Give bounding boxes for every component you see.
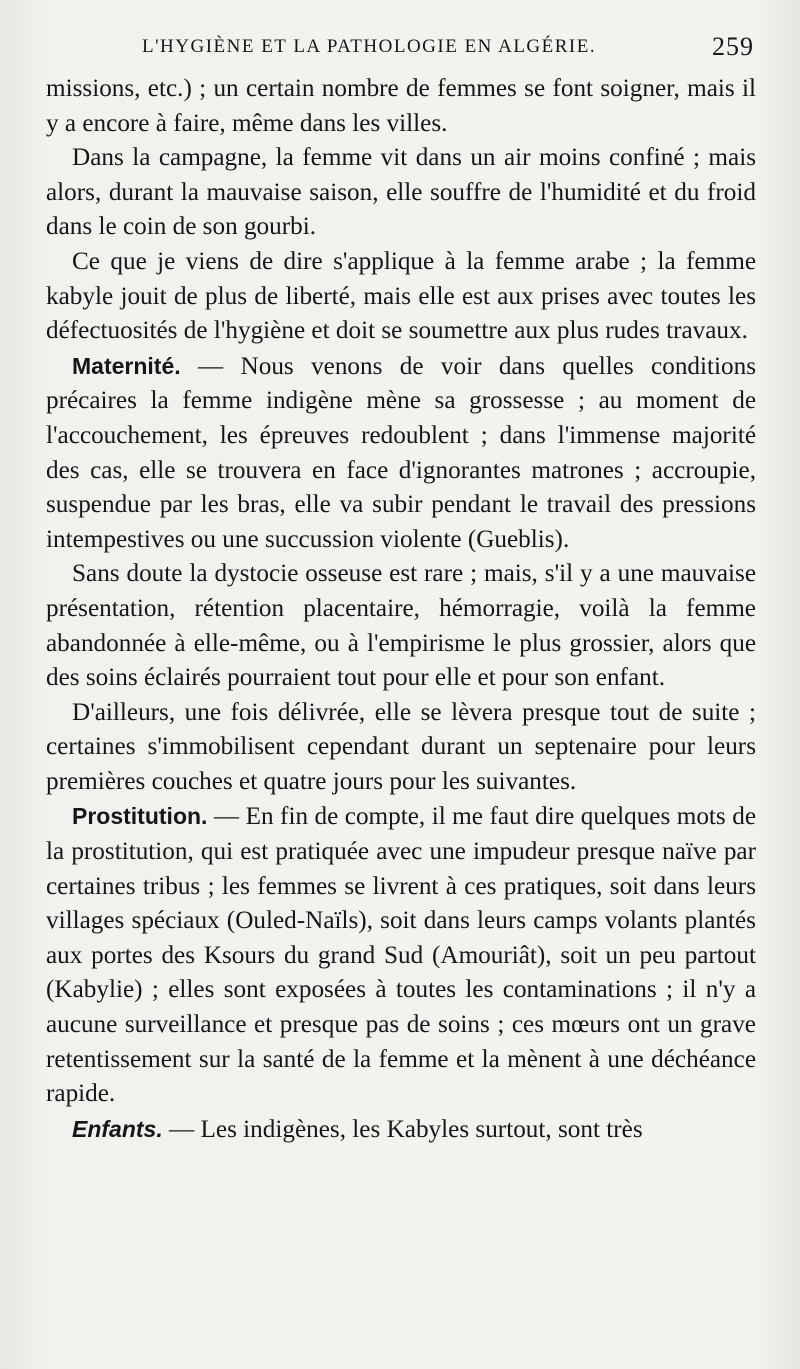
page-number: 259	[712, 32, 754, 61]
paragraph-text: Dans la campagne, la femme vit dans un air moins confiné ; mais alors, durant la mauvaise saison, elle souffre de l'humidité et du froid dans le coin de son gourbi.	[46, 144, 756, 241]
running-head	[46, 0, 756, 72]
section-heading-prostitution: Prostitution.	[72, 803, 208, 830]
paragraph-text: Sans doute la dystocie osseuse est rare ; mais, s'il y a une mauvaise présentation, rétention placentaire, hémorragie, voilà la femme abandonnée à elle-même, ou à l'empirisme le plus grossier, alors que des soins éclairés pourraient tout pour elle et pour son enfant.	[46, 560, 756, 692]
body-text	[46, 72, 756, 1147]
paragraph-text: D'ailleurs, une fois délivrée, elle se lèvera presque tout de suite ; certaines s'immobilisent cependant durant un septenaire pour leurs premières couches et quatre jours pour les suivantes.	[46, 698, 756, 795]
paragraph-campagne	[46, 141, 756, 245]
paragraph-delivree	[46, 696, 756, 800]
paragraph-text: — En fin de compte, il me faut dire quelques mots de la prostitution, qui est pratiquée avec une impudeur presque naïve par certaines tribus ; les femmes se livrent à ces pratiques, soit dans leurs villages spéciaux (Ouled-Naïls), soit dans leurs camps volants plantés aux portes des Ksours du grand Sud (Amouriât), soit un peu partout (Kabylie) ; elles sont exposées à toutes les contaminations ; il n'y a aucune surveillance et presque pas de soins ; ces mœurs ont un grave retentissement sur la santé de la femme et la mènent à une déchéance rapide.	[46, 803, 756, 1108]
section-heading-maternite: Maternité.	[72, 352, 181, 379]
running-title: L'HYGIÈNE ET LA PATHOLOGIE EN ALGÉRIE.	[142, 36, 597, 57]
paragraph-text: missions, etc.) ; un certain nombre de femmes se font soigner, mais il y a encore à faire, même dans les villes.	[46, 75, 756, 137]
paragraph-enfants	[46, 1112, 756, 1148]
paragraph-text: — Les indigènes, les Kabyles surtout, sont très	[162, 1115, 643, 1143]
paragraph-femme-kabyle	[46, 245, 756, 349]
section-heading-enfants: Enfants.	[72, 1115, 163, 1142]
paragraph-continuation	[46, 72, 756, 141]
paragraph-text: — Nous venons de voir dans quelles conditions précaires la femme indigène mène sa grossesse ; au moment de l'accouchement, les épreuves redoublent ; dans l'immense majorité des cas, elle se trouvera en face d'ignorantes matrones ; accroupie, suspendue par les bras, elle va subir pendant le travail des pressions intempestives ou une succussion violente (Gueblis).	[46, 352, 756, 553]
paragraph-maternite	[46, 349, 756, 558]
paragraph-prostitution	[46, 799, 756, 1111]
paragraph-dystocie	[46, 557, 756, 695]
paragraph-text: Ce que je viens de dire s'applique à la femme arabe ; la femme kabyle jouit de plus de liberté, mais elle est aux prises avec toutes les défectuosités de l'hygiène et doit se soumettre aux plus rudes travaux.	[46, 247, 756, 345]
